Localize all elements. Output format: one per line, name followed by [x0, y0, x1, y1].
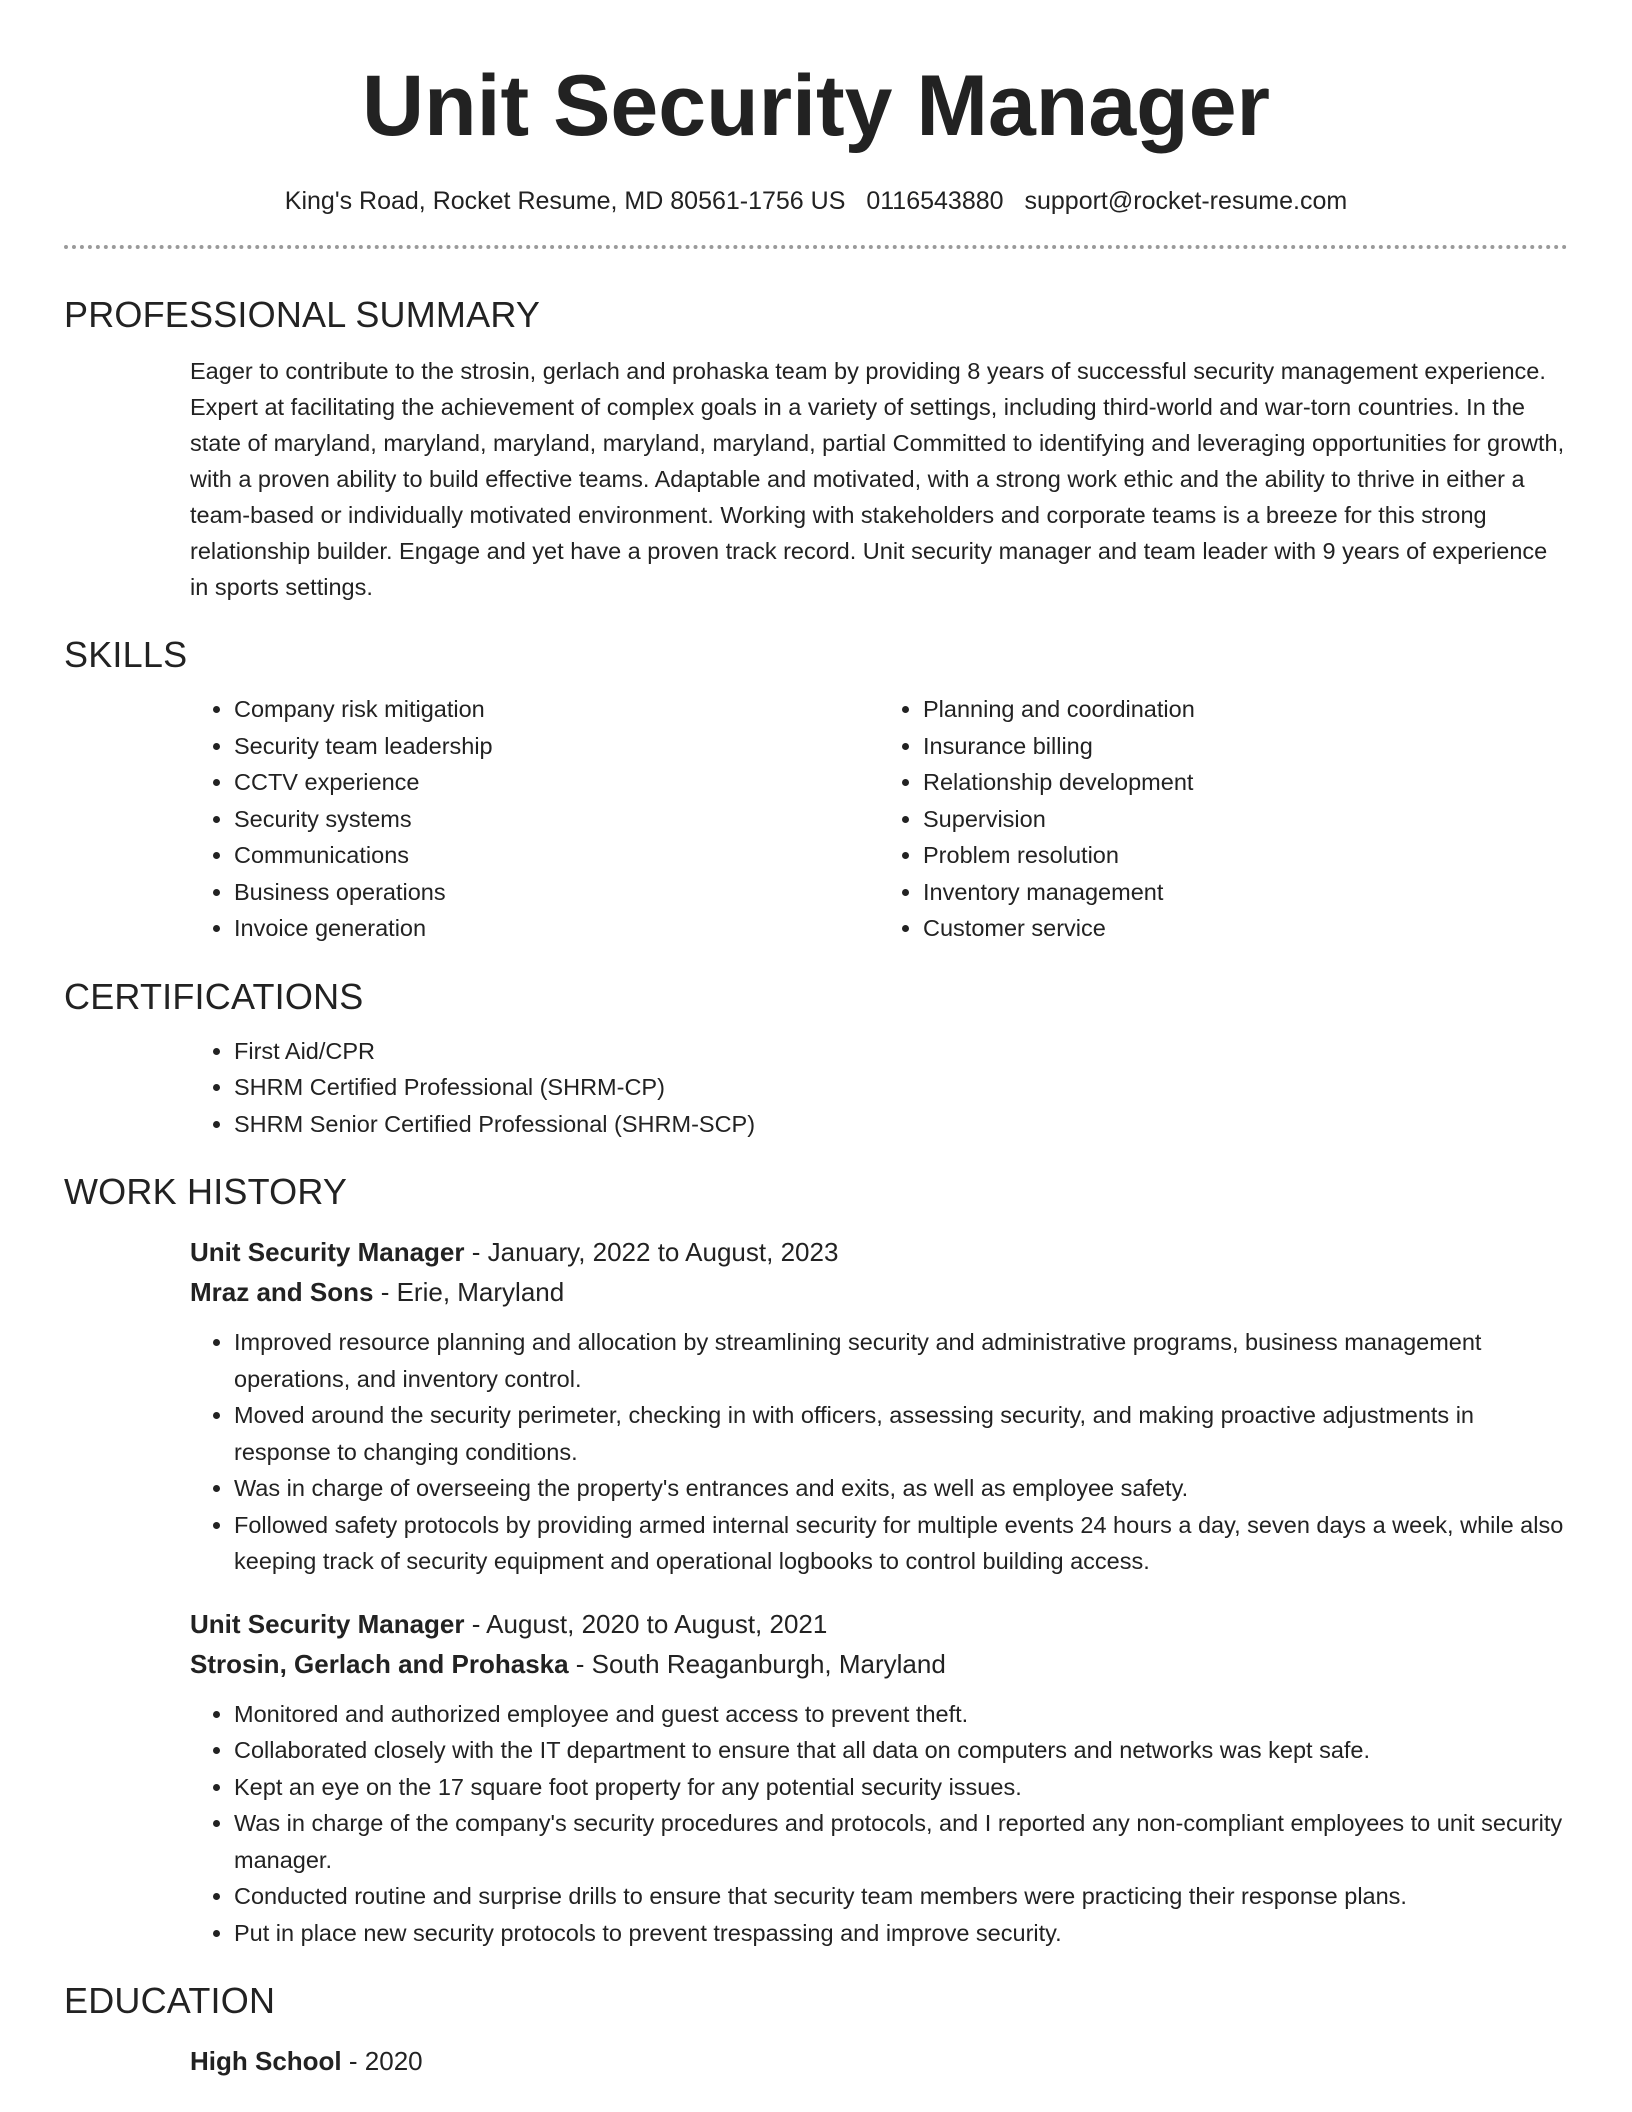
resume-name: Unit Security Manager	[362, 58, 1270, 154]
skill-item: • Planning and coordination	[923, 691, 1568, 728]
job-bullets	[190, 1324, 1568, 1580]
skill-item: • Communications	[234, 837, 879, 874]
education-degree: High School	[190, 2046, 342, 2076]
education-title: EDUCATION	[64, 1980, 276, 2021]
job-entry	[190, 1232, 1568, 1580]
skill-item: • Supervision	[923, 801, 1568, 838]
job-bullet: • Conducted routine and surprise drills to ensure that security team members were practicing their response plans.	[234, 1878, 1568, 1915]
skill-item: • Company risk mitigation	[234, 691, 879, 728]
certification-item: • SHRM Senior Certified Professional (SHRM-SCP)	[234, 1106, 1568, 1143]
certifications-section	[64, 975, 1568, 1143]
job-location: - Erie, Maryland	[373, 1277, 565, 1307]
job-company: Mraz and Sons	[190, 1277, 374, 1307]
skills-section	[64, 633, 1568, 947]
skills-list-right	[879, 691, 1568, 947]
job-bullet: • Followed safety protocols by providing armed internal security for multiple events 24 hours a day, seven days a week, while also keeping track of security equipment and operational logbooks to control building access.	[234, 1507, 1568, 1580]
certifications-title: CERTIFICATIONS	[64, 975, 364, 1017]
skill-item: • Customer service	[923, 910, 1568, 947]
job-title-line	[190, 1604, 1568, 1644]
job-title-line	[190, 1232, 1568, 1272]
job-bullet: • Collaborated closely with the IT department to ensure that all data on computers and networks was kept safe.	[234, 1732, 1568, 1769]
job-dates: - January, 2022 to August, 2023	[464, 1237, 839, 1267]
job-company-line	[190, 1644, 1568, 1684]
certification-item: • SHRM Certified Professional (SHRM-CP)	[234, 1069, 1568, 1106]
summary-text: Eager to contribute to the strosin, gerlach and prohaska team by providing 8 years of successful security management experience. Expert at facilitating the achievement of complex goals in a variety of settings, including third-world and war-torn countries. In the state of maryland, maryland, maryland, maryland, maryland, partial Committed to identifying and leveraging opportunities for growth, with a proven ability to build effective teams. Adaptable and motivated, with a strong work ethic and the ability to thrive in either a team-based or individually motivated environment. Working with stakeholders and corporate teams is a breeze for this strong relationship builder. Engage and yet have a proven track record. Unit security manager and team leader with 9 years of experience in sports settings.	[190, 358, 1565, 600]
skill-item: • Inventory management	[923, 874, 1568, 911]
job-company-line	[190, 1272, 1568, 1312]
skills-title: SKILLS	[64, 634, 188, 675]
job-bullet: • Was in charge of overseeing the property's entrances and exits, as well as employee safety.	[234, 1470, 1568, 1507]
job-bullet: • Moved around the security perimeter, checking in with officers, assessing security, and making proactive adjustments in response to changing conditions.	[234, 1397, 1568, 1470]
work-history-title: WORK HISTORY	[64, 1171, 348, 1212]
skill-item: • Insurance billing	[923, 728, 1568, 765]
skill-item: • Security team leadership	[234, 728, 879, 765]
header-divider	[64, 245, 1568, 249]
education-entry	[190, 2041, 1568, 2081]
education-year: - 2020	[341, 2046, 423, 2076]
job-dates: - August, 2020 to August, 2021	[464, 1608, 828, 1639]
job-company: Strosin, Gerlach and Prohaska	[190, 1648, 569, 1679]
summary-section	[64, 293, 1568, 605]
education-section	[64, 1979, 1568, 2081]
skill-item: • Relationship development	[923, 764, 1568, 801]
skills-grid	[190, 691, 1568, 947]
skill-item: • Business operations	[234, 874, 879, 911]
skills-list-left	[190, 691, 879, 947]
contact-line	[64, 184, 1568, 218]
job-bullet: • Monitored and authorized employee and guest access to prevent theft.	[234, 1696, 1568, 1733]
certification-item: • First Aid/CPR	[234, 1033, 1568, 1070]
job-bullet: • Was in charge of the company's security procedures and protocols, and I reported any non-compliant employees to unit security manager.	[234, 1805, 1568, 1878]
job-role: Unit Security Manager	[190, 1237, 465, 1267]
contact-phone: 0116543880	[866, 187, 1004, 215]
job-bullet: • Put in place new security protocols to prevent trespassing and improve security.	[234, 1915, 1568, 1952]
skill-item: • Security systems	[234, 801, 879, 838]
work-history-section	[64, 1170, 1568, 1951]
contact-address: King's Road, Rocket Resume, MD 80561-1756 US	[284, 187, 846, 215]
job-location: - South Reaganburgh, Maryland	[568, 1648, 946, 1679]
job-role: Unit Security Manager	[190, 1608, 465, 1639]
skill-item: • Problem resolution	[923, 837, 1568, 874]
job-bullets	[190, 1696, 1568, 1952]
job-entry	[190, 1604, 1568, 1952]
skill-item: • CCTV experience	[234, 764, 879, 801]
certifications-list	[190, 1033, 1568, 1143]
job-bullet: • Kept an eye on the 17 square foot property for any potential security issues.	[234, 1769, 1568, 1806]
skill-item: • Invoice generation	[234, 910, 879, 947]
job-bullet: • Improved resource planning and allocation by streamlining security and administrative programs, business management operations, and inventory control.	[234, 1324, 1568, 1397]
contact-email: support@rocket-resume.com	[1024, 187, 1348, 215]
summary-title: PROFESSIONAL SUMMARY	[64, 294, 541, 335]
